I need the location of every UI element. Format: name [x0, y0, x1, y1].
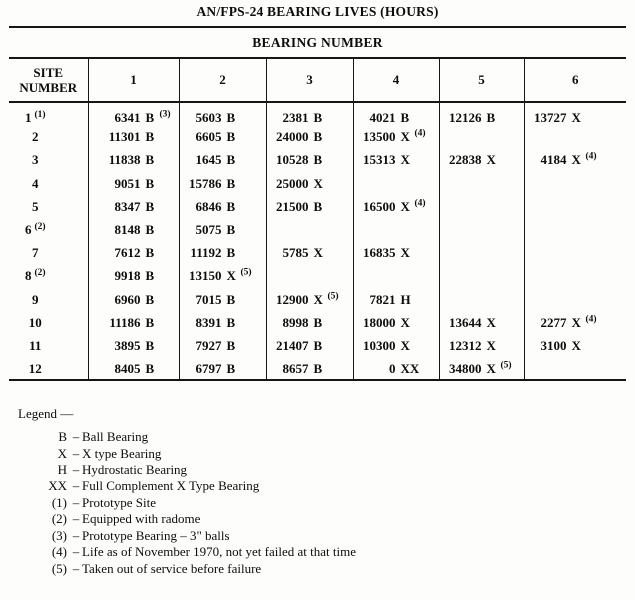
bearing-life-hours: 13150: [189, 268, 222, 284]
site-number-cell: [9, 264, 88, 287]
bearing-type-code: B: [145, 175, 155, 191]
bearing-life-hours: 2381: [282, 110, 309, 126]
bearing-type-code: X: [486, 152, 496, 168]
bearing-life-cell: [88, 218, 179, 241]
bearing-life-hours: 2277: [540, 314, 567, 330]
legend-item: [18, 478, 635, 494]
bearing-life-cell: [88, 172, 179, 195]
bearing-type-code: X: [400, 129, 410, 145]
bearing-type-code: B: [313, 129, 323, 145]
site-number: 11: [29, 337, 42, 353]
legend-code: (3): [51, 527, 67, 543]
bearing-type-code: B: [226, 222, 236, 238]
bearing-life-cell: [439, 241, 524, 264]
legend-item: [18, 462, 635, 478]
bearing-life-cell: [88, 125, 179, 148]
bearing-life-cell: [266, 357, 353, 380]
site-number: 1: [24, 110, 32, 126]
bearing-type-code: B: [145, 268, 155, 284]
site-number-cell: [9, 148, 88, 171]
legend-description: Prototype Site: [82, 494, 157, 510]
legend-dash: –: [72, 462, 80, 478]
bearing-life-cell: [353, 195, 439, 218]
site-number-cell: [9, 102, 88, 125]
bearing-type-code: B: [226, 337, 236, 353]
legend-description: Prototype Bearing – 3" balls: [82, 527, 230, 543]
footnote-marker: (5): [500, 360, 512, 371]
bearing-life-hours: 8405: [114, 360, 141, 376]
bearing-life-hours: 13727: [534, 110, 567, 126]
bearing-life-cell: [266, 241, 353, 264]
legend-dash: –: [72, 544, 80, 560]
bearing-life-cell: [353, 172, 439, 195]
column-header-4: 4: [353, 58, 439, 102]
site-number-cell: [9, 172, 88, 195]
bearing-type-code: B: [400, 110, 410, 126]
site-number-cell: [9, 357, 88, 380]
bearing-life-hours: 8657: [282, 360, 309, 376]
footnote-marker: (4): [585, 152, 597, 163]
legend-dash: –: [72, 445, 80, 461]
bearing-type-code: B: [145, 129, 155, 145]
legend-code: (2): [51, 511, 67, 527]
footnote-marker: (4): [414, 198, 426, 209]
bearing-life-cell: [439, 218, 524, 241]
bearing-life-cell: [179, 264, 266, 287]
table-row: [9, 311, 626, 334]
site-number: 4: [32, 175, 39, 191]
legend-items: [18, 429, 635, 577]
group-header-row: [9, 27, 626, 58]
bearing-life-cell: [524, 172, 626, 195]
bearing-life-cell: [88, 102, 179, 125]
bearing-life-cell: [179, 311, 266, 334]
legend-description: X type Bearing: [82, 445, 162, 461]
bearing-life-cell: [524, 125, 626, 148]
bearing-life-hours: 11192: [190, 245, 222, 261]
bearing-life-cell: [439, 311, 524, 334]
legend-item: [18, 511, 635, 527]
legend-code: (4): [51, 544, 67, 560]
bearing-life-hours: 21500: [276, 198, 309, 214]
bearing-life-cell: [179, 218, 266, 241]
bearing-type-code: B: [313, 198, 323, 214]
site-number: 3: [32, 152, 39, 168]
site-number-header: [9, 58, 88, 102]
bearing-type-code: X: [486, 360, 496, 376]
legend-dash: –: [72, 478, 80, 494]
bearing-life-cell: [353, 357, 439, 380]
column-header-1: 1: [88, 58, 179, 102]
table-row: [9, 241, 626, 264]
site-number-group: [29, 361, 42, 376]
footnote-marker: (5): [327, 291, 339, 302]
bearing-life-hours: 16835: [363, 245, 396, 261]
bearing-type-code: X: [400, 314, 410, 330]
bearing-life-hours: 8391: [195, 314, 222, 330]
bearing-life-cell: [353, 288, 439, 311]
bearing-life-cell: [179, 288, 266, 311]
bearing-type-code: B: [145, 360, 155, 376]
site-number-cell: [9, 218, 88, 241]
site-number-group: [32, 292, 39, 307]
legend-item: [18, 446, 635, 462]
bearing-life-cell: [179, 195, 266, 218]
legend-description: Full Complement X Type Bearing: [82, 478, 260, 494]
bearing-life-hours: 15786: [189, 175, 222, 191]
site-number-cell: [9, 241, 88, 264]
legend-dash: –: [72, 429, 80, 445]
bearing-life-cell: [266, 148, 353, 171]
legend-description: Life as of November 1970, not yet failed at that time: [82, 544, 356, 560]
bearing-life-hours: 7821: [369, 291, 396, 307]
legend-code: H: [57, 462, 67, 478]
legend-item: [18, 544, 635, 560]
bearing-type-code: X: [226, 268, 236, 284]
bearing-life-cell: [88, 264, 179, 287]
footnote-marker: (4): [585, 314, 597, 325]
table-row: [9, 125, 626, 148]
bearing-type-code: B: [226, 152, 236, 168]
bearing-life-cell: [439, 148, 524, 171]
bearing-life-hours: 21407: [276, 337, 309, 353]
bearing-number-header: BEARING NUMBER: [9, 27, 626, 58]
bearing-type-code: B: [145, 198, 155, 214]
bearing-life-cell: [88, 241, 179, 264]
bearing-life-hours: 6960: [114, 291, 141, 307]
bearing-life-cell: [353, 102, 439, 125]
bearing-life-hours: 7927: [195, 337, 222, 353]
column-header-6: 6: [524, 58, 626, 102]
bearing-life-hours: 5603: [195, 110, 222, 126]
legend-code: XX: [48, 478, 67, 494]
bearing-life-hours: 9051: [114, 175, 141, 191]
column-header-5: 5: [439, 58, 524, 102]
bearing-type-code: B: [313, 152, 323, 168]
site-footnote-marker: (1): [34, 109, 46, 120]
bearing-life-cell: [524, 264, 626, 287]
bearing-life-cell: [439, 357, 524, 380]
bearing-life-cell: [439, 102, 524, 125]
bearing-type-code: X: [571, 337, 581, 353]
bearing-life-hours: 6605: [195, 129, 222, 145]
legend-dash: –: [72, 560, 80, 576]
bearing-type-code: X: [400, 152, 410, 168]
bearing-life-hours: 12126: [449, 110, 482, 126]
table-row: [9, 334, 626, 357]
bearing-life-cell: [266, 288, 353, 311]
bearing-life-cell: [439, 172, 524, 195]
legend-dash: –: [72, 527, 80, 543]
site-header-line-2: NUMBER: [19, 80, 78, 95]
site-number: 8: [24, 268, 32, 284]
bearing-life-cell: [179, 125, 266, 148]
bearing-life-hours: 12312: [449, 337, 482, 353]
bearing-life-hours: 34800: [449, 360, 482, 376]
bearing-type-code: B: [313, 360, 323, 376]
footnote-marker: (5): [240, 268, 252, 279]
bearing-life-hours: 6341: [114, 110, 141, 126]
bearing-life-cell: [88, 357, 179, 380]
bearing-life-hours: 22838: [449, 152, 482, 168]
bearing-life-hours: 11301: [108, 129, 141, 145]
site-number-group: [32, 199, 39, 214]
legend-description: Equipped with radome: [82, 511, 201, 527]
table-row: [9, 357, 626, 380]
site-number-cell: [9, 311, 88, 334]
legend-heading: Legend —: [18, 406, 74, 422]
site-footnote-marker: (2): [34, 268, 46, 279]
bearing-type-code: B: [226, 129, 236, 145]
bearing-type-code: XX: [400, 360, 420, 376]
site-number-group: [25, 222, 46, 237]
table-row: [9, 264, 626, 287]
legend-code: X: [57, 445, 67, 461]
bearing-life-cell: [524, 357, 626, 380]
column-header-3: 3: [266, 58, 353, 102]
bearing-life-cell: [88, 288, 179, 311]
bearing-life-cell: [524, 311, 626, 334]
footnote-marker: (3): [159, 109, 171, 120]
bearing-life-cell: [439, 125, 524, 148]
bearing-life-hours: 5075: [195, 222, 222, 238]
bearing-life-hours: 8347: [114, 198, 141, 214]
bearing-life-cell: [439, 195, 524, 218]
bearing-life-cell: [266, 218, 353, 241]
bearing-life-hours: 6797: [195, 360, 222, 376]
bearing-life-hours: 4184: [540, 152, 567, 168]
bearing-life-cell: [439, 288, 524, 311]
bearing-type-code: B: [226, 175, 236, 191]
bearing-life-hours: 13500: [363, 129, 396, 145]
legend-item: [18, 429, 635, 445]
bearing-type-code: B: [313, 110, 323, 126]
bearing-life-cell: [266, 102, 353, 125]
legend-description: Hydrostatic Bearing: [82, 462, 188, 478]
bearing-life-hours: 16500: [363, 198, 396, 214]
bearing-life-cell: [88, 195, 179, 218]
site-number-group: [32, 152, 39, 167]
bearing-life-cell: [88, 311, 179, 334]
bearing-type-code: B: [145, 337, 155, 353]
legend-description: Ball Bearing: [82, 429, 149, 445]
bearing-type-code: B: [226, 245, 236, 261]
legend-code: B: [58, 429, 67, 445]
bearing-life-cell: [266, 264, 353, 287]
bearing-type-code: B: [313, 337, 323, 353]
bearing-type-code: X: [313, 175, 323, 191]
bearing-life-cell: [266, 195, 353, 218]
bearing-type-code: X: [313, 245, 323, 261]
bearing-life-hours: 10300: [363, 337, 396, 353]
bearing-life-hours: 7612: [114, 245, 141, 261]
bearing-life-cell: [353, 241, 439, 264]
bearing-life-cell: [524, 195, 626, 218]
bearing-type-code: B: [226, 198, 236, 214]
legend: [18, 405, 635, 577]
site-number-group: [25, 268, 46, 283]
bearing-life-cell: [179, 148, 266, 171]
table-row: [9, 218, 626, 241]
table-row: [9, 102, 626, 125]
bearing-life-hours: 3100: [540, 337, 567, 353]
bearing-life-hours: 11838: [108, 152, 141, 168]
bearing-type-code: B: [226, 360, 236, 376]
site-number-group: [32, 176, 39, 191]
bearing-life-hours: 7015: [195, 291, 222, 307]
site-number: 12: [28, 360, 42, 376]
site-number-group: [25, 110, 46, 125]
bearing-life-cell: [353, 125, 439, 148]
legend-description: Taken out of service before failure: [82, 560, 262, 576]
site-number-cell: [9, 288, 88, 311]
bearing-type-code: X: [571, 110, 581, 126]
bearing-life-hours: 12900: [276, 291, 309, 307]
bearing-life-hours: 3895: [114, 337, 141, 353]
bearing-life-hours: 18000: [363, 314, 396, 330]
bearing-life-cell: [524, 334, 626, 357]
bearing-type-code: B: [226, 314, 236, 330]
bearing-life-hours: 5785: [282, 245, 309, 261]
bearing-type-code: X: [400, 337, 410, 353]
site-number-group: [32, 129, 39, 144]
bearing-life-cell: [179, 102, 266, 125]
bearing-life-cell: [266, 334, 353, 357]
bearing-life-cell: [179, 334, 266, 357]
table-body: [9, 102, 626, 380]
bearing-type-code: B: [486, 110, 496, 126]
site-number: 9: [32, 291, 39, 307]
bearing-type-code: X: [571, 314, 581, 330]
bearing-type-code: X: [400, 198, 410, 214]
bearing-type-code: X: [486, 314, 496, 330]
site-footnote-marker: (2): [34, 221, 46, 232]
site-number: 7: [32, 245, 39, 261]
bearing-life-cell: [353, 334, 439, 357]
bearing-type-code: B: [145, 291, 155, 307]
bearing-life-hours: 9918: [114, 268, 141, 284]
bearing-life-cell: [439, 334, 524, 357]
bearing-life-cell: [353, 264, 439, 287]
bearing-life-cell: [524, 288, 626, 311]
table-row: [9, 172, 626, 195]
bearing-life-hours: 8998: [282, 314, 309, 330]
bearing-type-code: X: [486, 337, 496, 353]
bearing-life-cell: [524, 218, 626, 241]
site-number: 10: [28, 314, 42, 330]
bearing-life-cell: [179, 172, 266, 195]
legend-dash: –: [72, 511, 80, 527]
site-number-group: [29, 338, 41, 353]
legend-item: [18, 561, 635, 577]
bearing-type-code: B: [145, 110, 155, 126]
bearing-life-hours: 25000: [276, 175, 309, 191]
bearing-life-cell: [179, 357, 266, 380]
site-number-cell: [9, 125, 88, 148]
bearing-type-code: X: [400, 245, 410, 261]
bearing-life-hours: 10528: [276, 152, 309, 168]
bearing-life-cell: [524, 241, 626, 264]
legend-dash: –: [72, 494, 80, 510]
legend-item: [18, 495, 635, 511]
legend-item: [18, 528, 635, 544]
bearing-life-hours: 6846: [195, 198, 222, 214]
bearing-type-code: X: [313, 291, 323, 307]
bearing-life-hours: 4021: [369, 110, 396, 126]
bearing-type-code: B: [226, 291, 236, 307]
table-title: AN/FPS-24 BEARING LIVES (HOURS): [196, 4, 439, 19]
bearing-life-cell: [524, 148, 626, 171]
site-header-line-1: SITE: [33, 65, 64, 80]
table-row: [9, 195, 626, 218]
table-row: [9, 288, 626, 311]
footnote-marker: (4): [414, 128, 426, 139]
bearing-life-hours: 11186: [109, 314, 141, 330]
bearing-life-cell: [88, 148, 179, 171]
bearing-life-cell: [439, 264, 524, 287]
bearing-life-cell: [353, 311, 439, 334]
bearing-type-code: B: [145, 245, 155, 261]
bearing-type-code: B: [145, 222, 155, 238]
bearing-life-cell: [88, 334, 179, 357]
site-number: 6: [24, 222, 32, 238]
bearing-life-cell: [266, 125, 353, 148]
bearing-life-hours: 13644: [449, 314, 482, 330]
legend-code: (5): [51, 560, 67, 576]
bearing-life-hours: 0: [389, 360, 396, 376]
bearing-type-code: B: [145, 314, 155, 330]
bearing-type-code: B: [313, 314, 323, 330]
bearing-type-code: B: [226, 110, 236, 126]
bearing-life-cell: [524, 102, 626, 125]
bearing-life-cell: [353, 218, 439, 241]
bearing-life-hours: 24000: [276, 129, 309, 145]
bearing-type-code: B: [145, 152, 155, 168]
bearing-life-hours: 8148: [114, 222, 141, 238]
legend-code: (1): [51, 494, 67, 510]
site-number: 5: [32, 198, 39, 214]
bearing-life-hours: 15313: [363, 152, 396, 168]
site-number-cell: [9, 195, 88, 218]
site-number-group: [32, 245, 39, 260]
site-number: 2: [32, 129, 39, 145]
bearing-life-cell: [266, 172, 353, 195]
table-row: [9, 148, 626, 171]
bearing-life-cell: [353, 148, 439, 171]
bearing-type-code: H: [400, 291, 411, 307]
bearing-lives-table: [9, 26, 626, 381]
bearing-life-cell: [179, 241, 266, 264]
column-header-2: 2: [179, 58, 266, 102]
column-header-row: [9, 58, 626, 102]
bearing-type-code: X: [571, 152, 581, 168]
site-number-group: [29, 315, 42, 330]
bearing-life-hours: 1645: [195, 152, 222, 168]
site-number-cell: [9, 334, 88, 357]
bearing-life-cell: [266, 311, 353, 334]
